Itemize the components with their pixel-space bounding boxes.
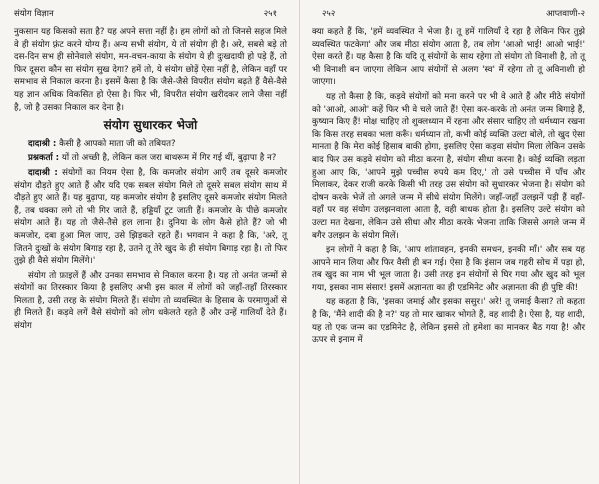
paragraph: इन लोगों ने कहा है कि, 'आप शांतावहन, इनकी समधन, इनकी माँ।' और सब यह आपने मान लिया और फिर वैसी ही बन गई। ऐसा है कि इंसान जब गहरी सोच में पड़ा हो, तब खुद का नाम भी भूल जाता है। उसी तरह इन संयोगों से घिर गया और खुद को भूल गया, इसका नाम संसार! इसमें अज्ञानता का ही एडमिनेट और अज्ञानता की ही पुष्टि की! bbox=[312, 245, 585, 293]
paragraph: संयोग तो फ़ाइलें हैं और उनका समभाव से निकाल करना है। यह तो अनंत जन्मों से संयोगों का तिरस्कार किया है इसलिए अभी इस काल में लोगों को जहाँ-तहाँ तिरस्कार मिलता है, उसी तरह के संयोग मिलते हैं। संयोग तो व्यवस्थित के हिसाब के परमाणुओं से ही मिलते हैं। कड़वे लगें वैसे संयोगों को लोग धकेलते रहते हैं और उन्हें गालियाँ देते हैं। संयोग bbox=[14, 270, 287, 332]
left-page bbox=[0, 0, 299, 484]
left-body bbox=[14, 26, 287, 333]
paragraph: नुकसान यह किसको सता है? यह अपने सत्ता नहीं है। हम लोगों को तो जिनसे सहज मिले वे ही संयोग फ़्रंट करने योग्य हैं। अन्य सभी संयोग, ये तो संयोग ही है। अरे, सबसे बड़े तो दस-दिन सभ ही सोनेवाले संयोग, मन-वचन-काया के संयोग ये ही दुःखदायी हो पड़े हैं, तो फिर दूसरा कौन सा संयोग सुख देगा? हमें तो, ये संयोग छोड़ें ऐसा नहीं है, लेकिन वहाँ पर समभाव से निकाल करना है। इसमें कैसा है कि जैसे-जैसे विपरीत संयोग बढ़ते हैं वैसे-वैसे यह ज्ञान अधिक विकसित हो ऐसा है। फिर भी, विपरीत संयोग खरीदकर लाने जैसा नहीं है, जो है उसका निकाल कर देना है। bbox=[14, 27, 287, 113]
right-running-head bbox=[312, 8, 585, 19]
right-body bbox=[312, 26, 585, 347]
right-running-title: आप्तवाणी-२ bbox=[546, 9, 585, 19]
left-running-title: संयोग विज्ञान bbox=[14, 9, 54, 19]
qa-text: संयोगों का नियम ऐसा है, कि कमजोर संयोग आएँ तब दूसरे कमजोर संयोग दौड़ते हुए आते हैं और यदि एक सबल संयोग मिले तो दूसरे सबल संयोग साथ में दौड़ते हुए आते हैं। यह बुढ़ापा, यह कमजोर संयोग है इसलिए दूसरे कमजोर संयोग मिलते हैं, तब धक्का लगे तो भी गिर जाते हैं, हड्डियाँ टूट जाती हैं। कमजोर के पीछे कमजोर संयोग आते हैं। यह तो जैसे-तैसे हल लाना है। दुनिया के लोग कैसे होते हैं? जो भी कमजोर, दबा हुआ मिल जाए, उसे झिड़कते रहते हैं। भगवान ने कहा है कि, 'अरे, तू जितने दुःखों के संयोग बिगाड़ रहा है, उतने तू तेरे खुद के ही संयोग बिगाड़ रहा है। तो फिर तुझे ही वैसे संयोग मिलेंगे।' bbox=[14, 167, 287, 267]
right-page-number: २५२ bbox=[322, 9, 336, 19]
paragraph: यह कहता है कि, 'इसका जमाई और इसका ससुर।' अरे! तू जमाई कैसा? तो कहता है कि, 'मैंने शादी की है न?' यह तो मार खाकर भोगते हैं, वह शादी है। ऐसा है, यह शादी, यह तो एक जन्म का एडमिनेट है, लेकिन इससे तो हमेशा का मानकर बैठ गया है! और ऊपर से इनाम में bbox=[312, 297, 585, 346]
qa-item bbox=[14, 152, 287, 165]
left-page-number: २५१ bbox=[263, 9, 277, 19]
speaker-label: दादाश्री : bbox=[28, 138, 57, 149]
paragraph: यह तो कैसा है कि, कड़वे संयोगों को मना करने पर भी वे आते हैं और मीठे संयोगों को 'आओ, आओ' कहें फिर भी वे चले जाते हैं! ऐसा कर-करके तो अनंत जन्म बिगाड़े हैं, कुष्यान किए हैं! मोक्ष चाहिए तो शुक्लध्यान में रहना और संसार चाहिए तो धर्मध्यान रखना कि किस तरह सबका भला करूँ। धर्मध्यान तो, कभी कोई व्यक्ति उल्टा बोले, तो खुद ऐसा मानता है कि मेरा कोई हिसाब बाकी होगा, इसलिए ऐसा कड़वा संयोग मिला लेकिन उसके बाद फिर उस कड़वे संयोग को मीठा करना है, संयोग सीधा करना है। कोई व्यक्ति लड़ता हुआ आए कि, 'आपने मुझे पच्चीस रुपये कम दिए,' तो उसे पच्चीस में पाँच और मिलाकर, देकर राजी करके किसी भी तरह उस संयोग को सुधारकर भेजना है। संयोग को दोषन करके भेजें तो अगले जन्म में सीधे संयोग मिलेंगे। जहाँ-जहाँ उलझनें पड़ी हैं वहाँ-वहाँ पर वह संयोग उलझनवाला आता है, वही बाधक होता है। इसलिए उल्टे संयोग को उल्टा मत देखना, लेकिन उसे सीधा और मीठा करके भेजना ताकि जिससे अगले जन्म में बगैर उलझन के संयोग मिलें। bbox=[312, 91, 585, 241]
qa-text: कैसी है आपको माता जी को तबियत? bbox=[59, 138, 176, 149]
qa-item bbox=[14, 167, 287, 268]
speaker-label: प्रश्नकर्ता : bbox=[28, 153, 60, 164]
right-page bbox=[300, 0, 599, 484]
section-heading: संयोग सुधारकर भेजो bbox=[103, 118, 198, 133]
paragraph: क्या कहते हैं कि, 'हमें व्यवस्थित ने भेजा है। तू हमें गालियाँ दे रहा है लेकिन फिर तुझे व्यवस्थित फटकेगा' और जब मीठा संयोग आता है, तब लोग 'आओ भाई! आओ भाई!' ऐसा करते हैं। यह कैसा है कि यदि तू संयोगों के साथ रहेगा तो संयोग तो विनाशी है, तो तू भी विनाशी बन जाएगा लेकिन आप संयोगों से अलग 'स्व' में रहेगा तो तू अविनाशी हो जाएगा। bbox=[312, 27, 585, 88]
qa-item bbox=[14, 138, 287, 151]
speaker-label: दादाश्री : bbox=[28, 167, 58, 178]
qa-text: यों तो अच्छी है, लेकिन कल जरा बाथरूम में गिर गई थीं, बुढ़ापा है न? bbox=[61, 153, 277, 164]
left-running-head bbox=[14, 8, 287, 19]
